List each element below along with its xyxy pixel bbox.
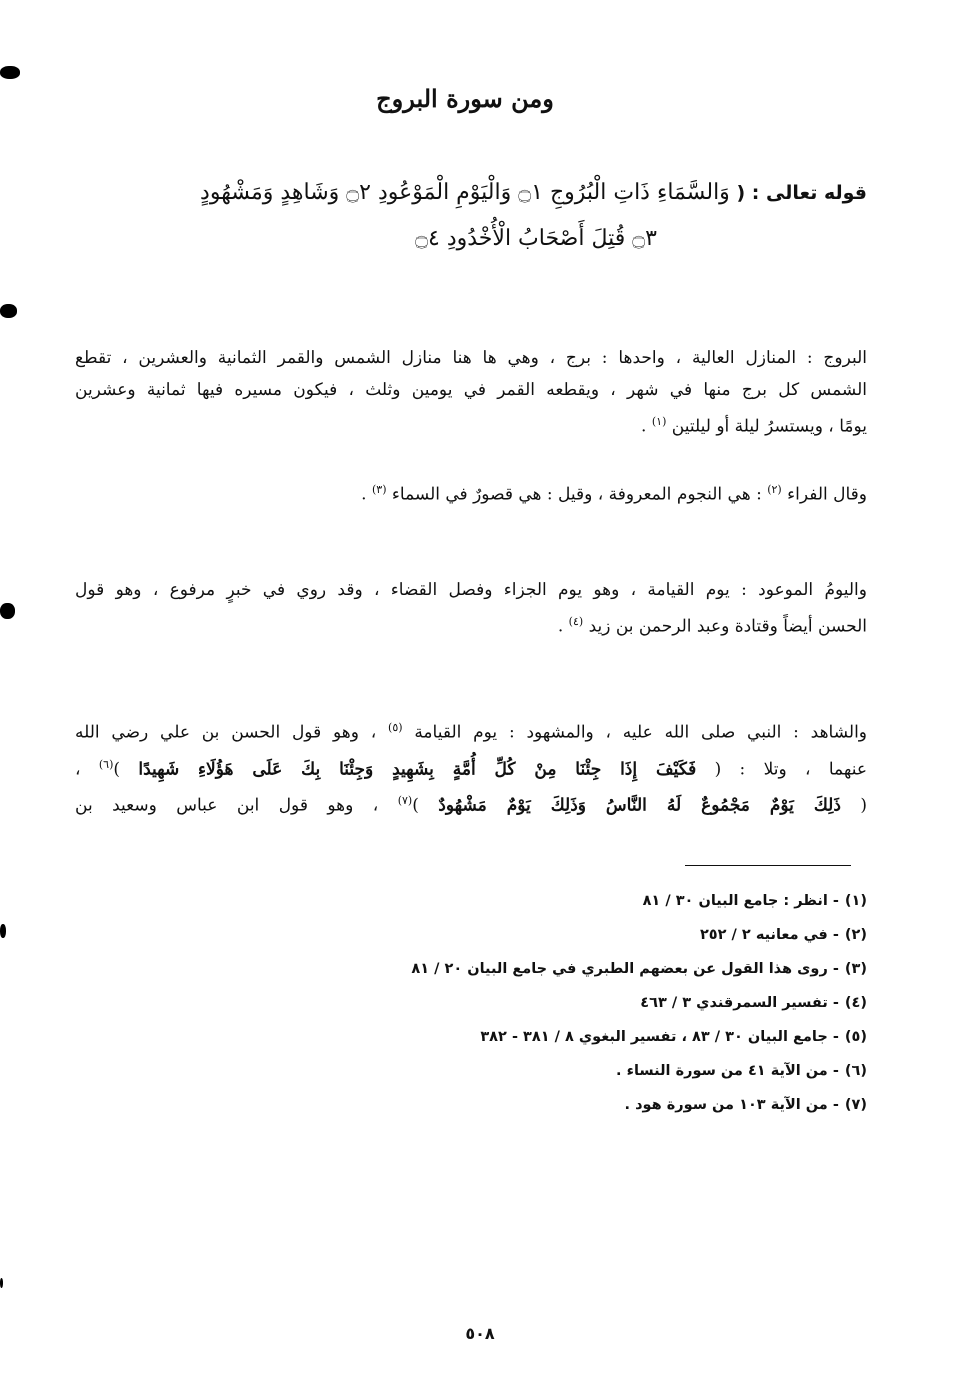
page-number: ٥٠٨ — [465, 1324, 495, 1343]
paragraph-line — [75, 406, 867, 443]
footnote-number: (١) — [844, 893, 867, 909]
footnote-text: - من الآية ٤١ من سورة النساء . — [616, 1063, 839, 1079]
paragraph-line: الشمس كل برج منها في شهر ، ويقطعه القمر في يومين وثلث ، فيكون مسيره فيها ثمانية وعشرين — [75, 380, 867, 400]
quoted-verse-1: فَكَيْفَ إِذَا جِئْنَا مِنْ كُلِّ أُمَّةٍ بِشَهِيدٍ وَجِئْنَا بِكَ عَلَى هَؤُلَاءِ شَهِيدًا — [138, 759, 697, 780]
footnote-text: - جامع البيان ٣٠ / ٨٣ ، تفسير البغوي ٨ / ٣٨١ - ٣٨٢ — [480, 1029, 839, 1045]
footnote-text: - روى هذا القول عن بعضهم الطبري في جامع البيان ٢٠ / ٨١ — [411, 961, 839, 977]
paragraph-text: وقال الفراء — [787, 484, 867, 505]
paragraph-text: عنهما ، وتلا : ( — [696, 759, 867, 780]
footnote-3 — [267, 952, 867, 986]
footnote-ref-6: (٦) — [98, 757, 114, 771]
verse-intro: قوله تعالى : ( — [736, 182, 867, 204]
footnote-1 — [267, 884, 867, 918]
footnote-divider — [685, 865, 851, 866]
paragraph-line: البروج : المنازل العالية ، واحدها : برج ، وهي ها هنا منازل الشمس والقمر الثمانية والعشرين ، تقطع — [75, 348, 867, 368]
binder-hole-mark-1 — [0, 66, 20, 79]
paragraph-mawud — [75, 574, 867, 643]
footnote-number: (٢) — [844, 927, 867, 943]
paragraph-end: . — [557, 616, 569, 637]
footnote-ref-3: (٣) — [371, 483, 387, 496]
footnote-ref-7: (٧) — [397, 794, 413, 808]
footnote-4 — [267, 986, 867, 1020]
footnote-ref-5: (٥) — [388, 721, 403, 734]
verse-text-1: وَالسَّمَاءِ ذَاتِ الْبُرُوجِ ۝١ وَالْيَوْمِ الْمَوْعُودِ ۝٢ وَشَاهِدٍ وَمَشْهُودٍ — [200, 180, 730, 205]
paragraph-text: ، — [75, 759, 99, 780]
paragraph-text: يومًا ، ويستسرُ ليلة أو ليلتين — [671, 416, 867, 437]
paragraph-end: . — [361, 484, 372, 505]
footnote-6 — [267, 1054, 867, 1088]
footnote-number: (٦) — [844, 1063, 867, 1079]
footnote-text: - في معانيه ٢ / ٢٥٢ — [699, 927, 839, 943]
footnote-ref-1: (١) — [651, 415, 667, 428]
binder-hole-mark-2 — [0, 304, 17, 318]
paragraph-text: ، وهو قول ابن عباس وسعيد بن — [75, 795, 398, 816]
footnote-5 — [267, 1020, 867, 1054]
paragraph-text: : هي النجوم المعروفة ، وقيل : هي قصورٌ في السماء — [391, 484, 768, 505]
quoted-verse-2: ذَلِكَ يَوْمٌ مَجْمُوعٌ لَهُ النَّاسُ وَذَلِكَ يَوْمٌ مَشْهُودٌ — [438, 795, 841, 816]
footnote-number: (٤) — [844, 995, 867, 1011]
footnote-ref-2: (٢) — [767, 483, 782, 496]
paragraph-buruj — [75, 342, 867, 443]
quran-line-1 — [127, 182, 867, 214]
paragraph-line — [75, 712, 867, 749]
paragraph-line — [75, 606, 867, 643]
quote-close: ) — [113, 759, 139, 780]
footnote-ref-4: (٤) — [568, 615, 584, 628]
footnote-7 — [267, 1088, 867, 1122]
paragraph-line — [75, 785, 867, 822]
footnotes — [267, 884, 867, 1122]
footnote-number: (٧) — [844, 1097, 867, 1113]
footnote-text: - من الآية ١٠٣ من سورة هود . — [624, 1097, 839, 1113]
footnote-text: - انظر : جامع البيان ٣٠ / ٨١ — [642, 893, 839, 909]
binder-hole-mark-3 — [0, 603, 15, 619]
quote-close: ) — [412, 795, 439, 816]
paragraph-line: واليومُ الموعود : يوم القيامة ، وهو يوم الجزاء وفصل القضاء ، وقد روي في خبرٍ مرفوع ، وهو قول — [75, 580, 867, 600]
paragraph-text: ، وهو قول الحسن بن علي رضي الله — [75, 722, 389, 743]
footnote-number: (٥) — [844, 1029, 867, 1045]
verse-text-2: ۝٣ قُتِلَ أَصْحَابُ الْأُخْدُودِ ۝٤ — [415, 226, 657, 251]
footnote-2 — [267, 918, 867, 952]
paragraph-end: . — [641, 416, 652, 437]
paragraph-farra — [75, 474, 867, 511]
binder-hole-mark-4 — [0, 924, 6, 938]
page-title: ومن سورة البروج — [376, 84, 554, 113]
footnote-number: (٣) — [844, 961, 867, 977]
paragraph-shahid — [75, 712, 867, 822]
quote-open: ( — [840, 795, 867, 816]
paragraph-line — [75, 749, 867, 786]
paragraph-text: والشاهد : النبي صلى الله عليه ، والمشهود : يوم القيامة — [414, 722, 867, 743]
footnote-text: - تفسير السمرقندي ٣ / ٤٦٣ — [640, 995, 839, 1011]
quran-line-2 — [127, 228, 867, 260]
paragraph-text: الحسن أيضاً وقتادة وعبد الرحمن بن زيد — [588, 616, 867, 637]
binder-hole-mark-5 — [0, 1278, 3, 1288]
quran-verses — [127, 182, 867, 260]
paragraph-line — [75, 474, 867, 511]
